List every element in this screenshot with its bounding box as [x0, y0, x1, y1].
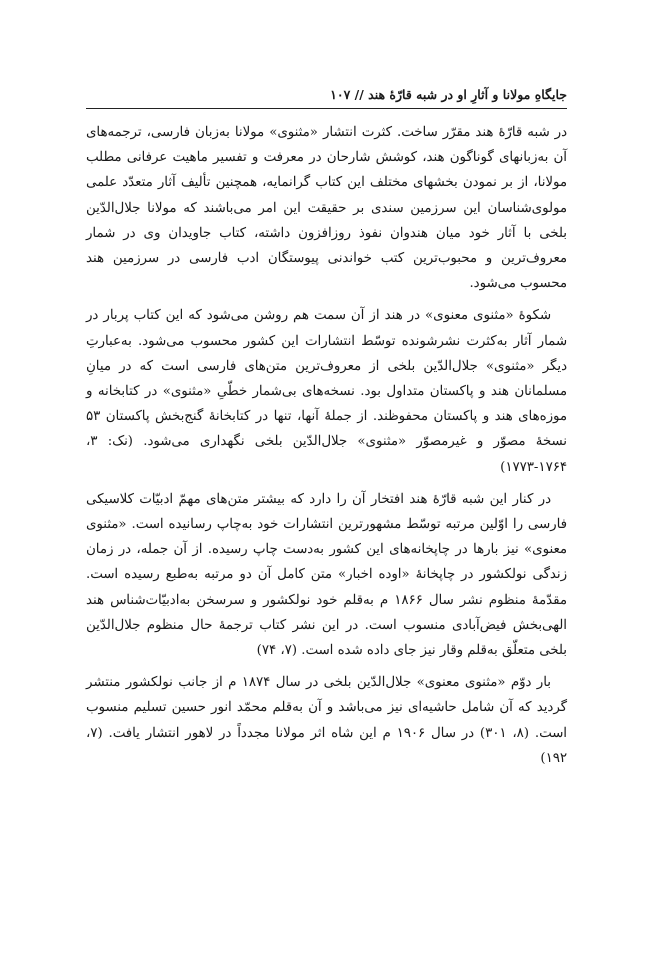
paragraph-gap: [86, 480, 567, 487]
paragraph-gap: [86, 663, 567, 670]
paragraph-3: در کنار این شبه قارّهٔ هند افتخار آن را دارد که بیشتر متن‌های مهمّ ادبیّات کلاسیکی فارسی را اوّلین مرتبه توسّط مشهورترین انتشارات خود به‌چاپ رسانیده است. «مثنوی معنوی» نیز بارها در چاپخانه‌های این کشور به‌دست چاپ رسیده. از آن جمله، در زمان زندگی نولکشور در چاپخانهٔ «اوده اخبار» متن کامل آن دو مرتبه به‌طبع رسیده است. مقدّمهٔ منظوم نشر سال ۱۸۶۶ م به‌قلم خود نولکشور و سرسخن به‌ادبیّات‌شناس هند الهی‌بخش فیض‌آبادی منسوب است. در این نشر کتاب ترجمهٔ حال منظوم جلال‌الدّین بلخی متعلّق به‌قلم وقار نیز جای داده شده است. (۷، ۷۴): [86, 491, 567, 659]
paragraph-gap: [86, 296, 567, 303]
paragraph-4: بار دوّم «مثنوی معنوی» جلال‌الدّین بلخی در سال ۱۸۷۴ م از جانب نولکشور منتشر گردید که آن شامل حاشیه‌ای نیز می‌باشد و آن به‌قلم محمّد انور حسین تسلیم منسوب است. (۸، ۳۰۱) در سال ۱۹۰۶ م این شاه اثر مولانا مجدداً در لاهور انتشار یافت. (۷، ۱۹۲): [86, 675, 567, 766]
paragraph-2: شکوهٔ «مثنوی معنوی» در هند از آن سمت هم روشن می‌شود که این کتاب پربار در شمار آثار به‌کثرت نشرشونده توسّط انتشارات این کشور محسوب می‌شود. به‌عبارتِ دیگر «مثنوی» جلال‌الدّین بلخی از معروف‌ترین متن‌های فارسی است که در میانِ مسلمانان هند و پاکستان متداول بود. نسخه‌های بی‌شمار خطّیِ «مثنوی» در کتابخانه و موزه‌های هند و پاکستان محفوظند. از جملهٔ آنها، تنها در کتابخانهٔ گنج‌بخش پاکستان ۵۳ نسخهٔ مصوّر و غیرمصوّر «مثنوی» جلال‌الدّین بلخی نگهداری می‌شود. (نک: ۳، ۱۷۶۴-۱۷۷۳): [86, 308, 567, 475]
page-body: [86, 120, 567, 771]
paragraph-1: در شبه قارّهٔ هند مقرّر ساخت. کثرت انتشار «مثنوی» مولانا به‌زبان فارسی، ترجمه‌های آن به‌زبانهای گوناگون هند، کوشش شارحان در معرفت و تفسیر ماهیت عرفانی مطلب مولانا، از بر نمودن بخشهای مختلف این کتاب گرانمایه، همچنین تألیف آثار متعدّد علمی مولوی‌شناسان این سرزمین سندی بر حقیقت این امر می‌باشند که مولانا جلال‌الدّین بلخی با آثار خود میان هندوان نفوذ روزافزون داشته، کتاب جاویدان وی در شمار معروف‌ترین و محبوب‌ترین کتب خواندنی پیوستگان ادب فارسی در سرزمین هند محسوب می‌شود.: [86, 125, 567, 292]
running-header: جایگاهِ مولانا و آثارِ او در شبه قارّهٔ هند // ۱۰۷: [86, 84, 567, 109]
